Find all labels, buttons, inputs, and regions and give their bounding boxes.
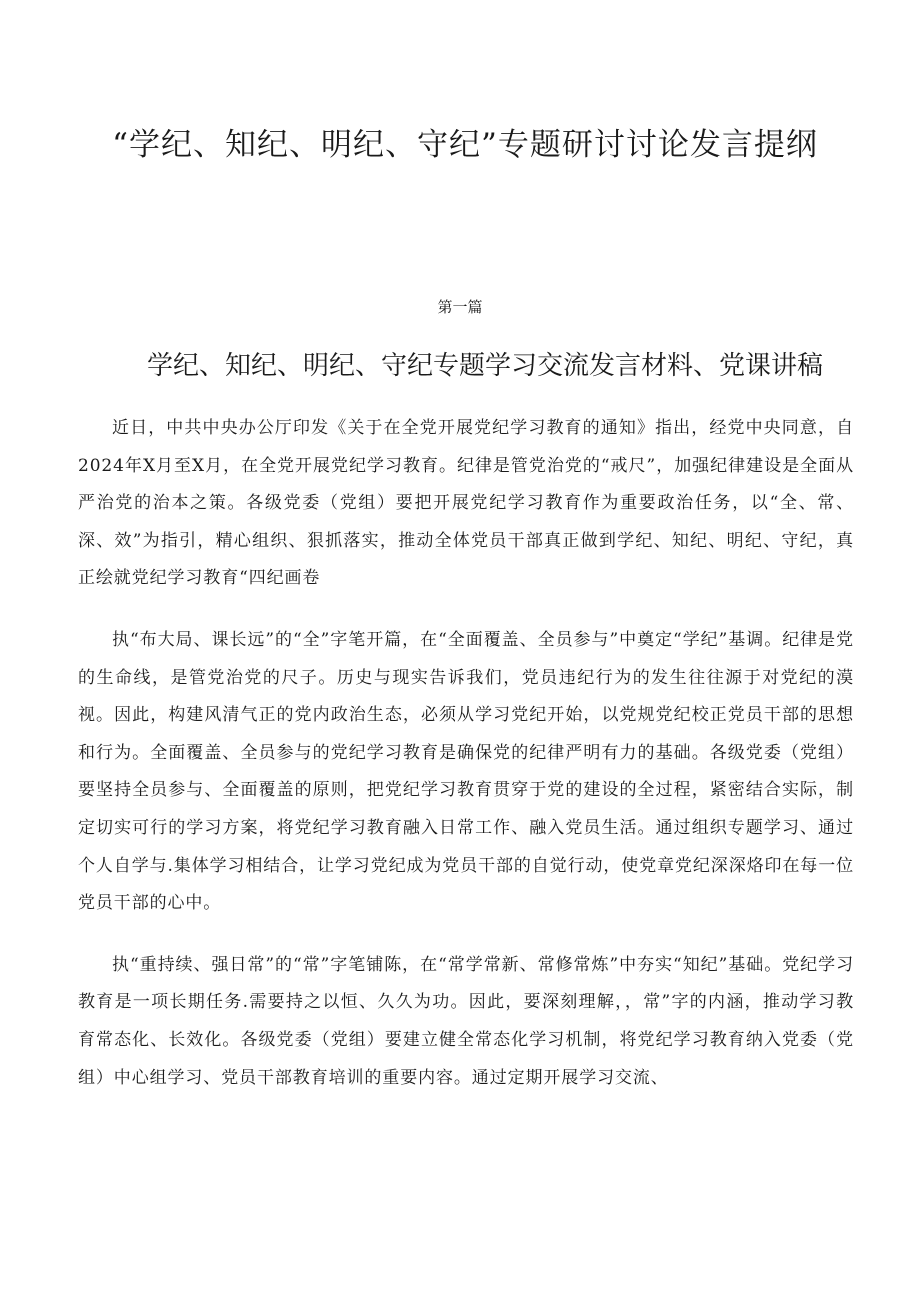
paragraph: 执“布大局、课长远”的“全”字笔开篇，在“全面覆盖、全员参与”中奠定“学纪”基调。纪律是党的生命线，是管党治党的尺子。历史与现实告诉我们，党员违纪行为的发生往往源于对党纪的漠视。因此，构建风清气正的党内政治生态，必须从学习党纪开始，以党规党纪校正党员干部的思想和行为。全面覆盖、全员参与的党纪学习教育是确保党的纪律严明有力的基础。各级党委（党组）要坚持全员参与、全面覆盖的原则，把党纪学习教育贯穿于党的建设的全过程，紧密结合实际，制定切实可行的学习方案，将党纪学习教育融入日常工作、融入党员生活。通过组织专题学习、通过个人自学与.集体学习相结合，让学习党纪成为党员干部的自觉行动，使党章党纪深深烙印在每一位党员干部的心中。 [78, 629, 855, 914]
paragraph: 近日，中共中央办公厅印发《关于在全党开展党纪学习教育的通知》指出，经党中央同意，自2024年X月至X月，在全党开展党纪学习教育。纪律是管党治党的“戒尺”，加强纪律建设是全面从严治党的治本之策。各级党委（党组）要把开展党纪学习教育作为重要政治任务，以“全、常、深、效”为指引，精心组织、狠抓落实，推动全体党员干部真正做到学纪、知纪、明纪、守纪，真正绘就党纪学习教育“四纪画卷 [78, 418, 854, 589]
chapter-label: 第一篇 [437, 298, 483, 316]
document-title: “学纪、知纪、明纪、守纪”专题研讨讨论发言提纲 [112, 127, 818, 163]
document-body [78, 410, 854, 1121]
paragraph: 执“重持续、强日常”的“常”字笔铺陈，在“常学常新、常修常炼”中夯实“知纪”基础。党纪学习教育是一项长期任务.需要持之以恒、久久为功。因此，要深刻理解，，常”字的内涵，推动学习教育常态化、长效化。各级党委（党组）要建立健全常态化学习机制，将党纪学习教育纳入党委（党组）中心组学习、党员干部教育培训的重要内容。通过定期开展学习交流、 [78, 954, 854, 1088]
section-heading: 学纪、知纪、明纪、守纪专题学习交流发言材料、党课讲稿 [146, 351, 823, 381]
